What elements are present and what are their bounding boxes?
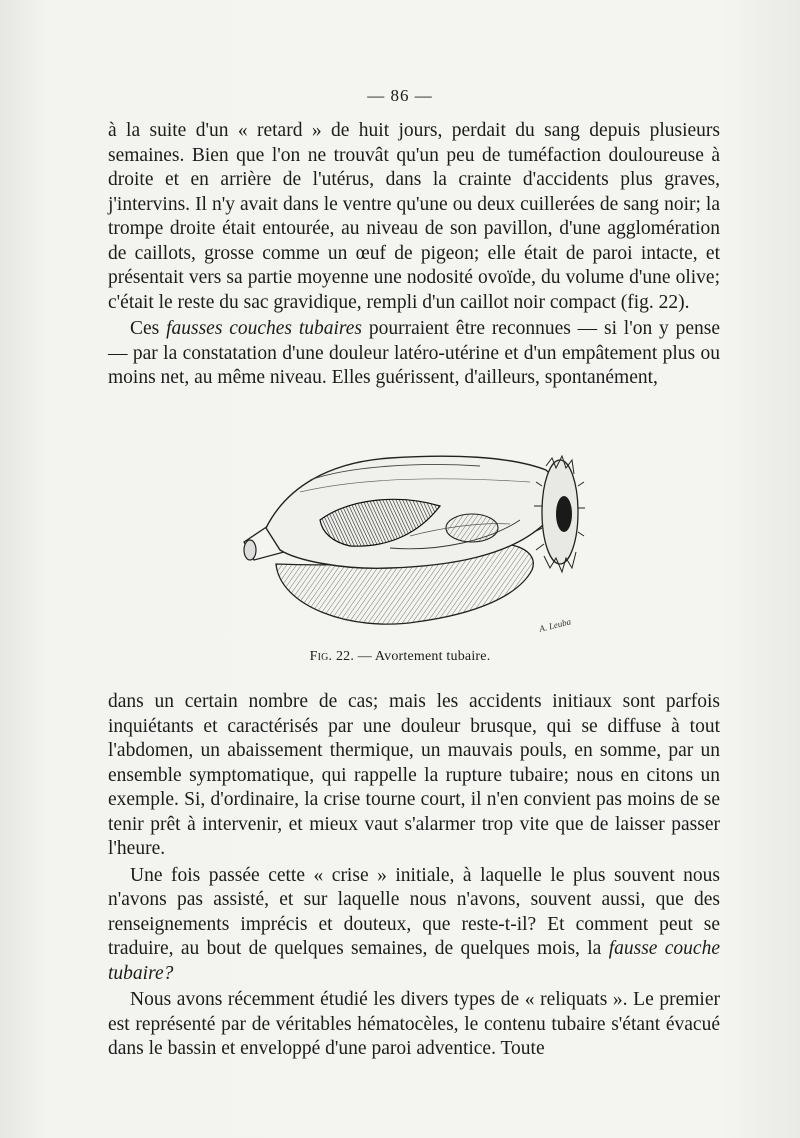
figure-label: Fig. 22.	[309, 649, 355, 664]
text-block-top	[108, 119, 720, 391]
figure-caption	[0, 649, 800, 665]
paragraph-after-crisis	[108, 864, 720, 987]
paragraph-tubal-miscarriage	[108, 317, 720, 391]
figure-illustration	[240, 436, 585, 638]
italic-term: fausse couche tubaire?	[108, 938, 720, 984]
text-block-bottom	[108, 690, 720, 1062]
page-number: — 86 —	[367, 86, 433, 105]
engraver-signature: A. Leuba	[538, 616, 573, 634]
figure-caption-text: — Avortement tubaire.	[354, 649, 491, 664]
paragraph-initial-accidents: dans un certain nombre de cas; mais les accidents initiaux sont parfois inquiétants et caractérisés par une douleur brusque, qui se diffuse à tout l'abdomen, un abaissement thermique, un mauvais pouls, en somme, par un ensemble symptomatique, qui rappelle la rupture tubaire; nous en citons un exemple. Si, d'ordinaire, la crise tourne court, il n'en convient pas moins de se tenir prêt à intervenir, et mieux vaut s'alarmer trop vite que de laisser passer l'heure.	[108, 691, 720, 859]
paragraph-reliquats: Nous avons récemment étudié les divers types de « reliquats ». Le premier est représenté par de véritables hématocèles, le contenu tubaire s'étant évacué dans le bassin et enveloppé d'une paroi adventice. Toute	[108, 989, 720, 1059]
paragraph-text: Ces	[130, 318, 167, 339]
paragraph-text: Une fois passée cette « crise » initiale, à laquelle le plus souvent nous n'avons pas assisté, et sur laquelle nous n'avons, souvent aussi, que des renseignements imprécis et douteux, que reste-t-il? Et comment peut se traduire, au bout de quelques semaines, de quelques mois, la	[108, 864, 720, 959]
paragraph-text: pourraient être reconnues — si l'on y pense — par la constatation d'une douleur latéro-utérine et d'un empâtement plus ou moins net, au même niveau. Elles guérissent, d'ailleurs, spontanément,	[108, 318, 720, 388]
italic-term: fausses couches tubaires	[166, 318, 363, 339]
tubal-abortion-engraving	[240, 436, 585, 638]
paragraph-continuation: à la suite d'un « retard » de huit jours, perdait du sang depuis plusieurs semaines. Bien que l'on ne trouvât qu'un peu de tuméfaction douloureuse à droite et en arrière de l'utérus, dans la crainte d'accidents plus graves, j'intervins. Il n'y avait dans le ventre qu'une ou deux cuillerées de sang noir; la trompe droite était entourée, au niveau de son pavillon, d'une agglomération de caillots, grosse comme un œuf de pigeon; elle était de paroi intacte, et présentait vers sa partie moyenne une nodosité ovoïde, du volume d'une olive; c'était le reste du sac gravidique, rempli d'un caillot noir compact (fig. 22).	[108, 120, 720, 313]
